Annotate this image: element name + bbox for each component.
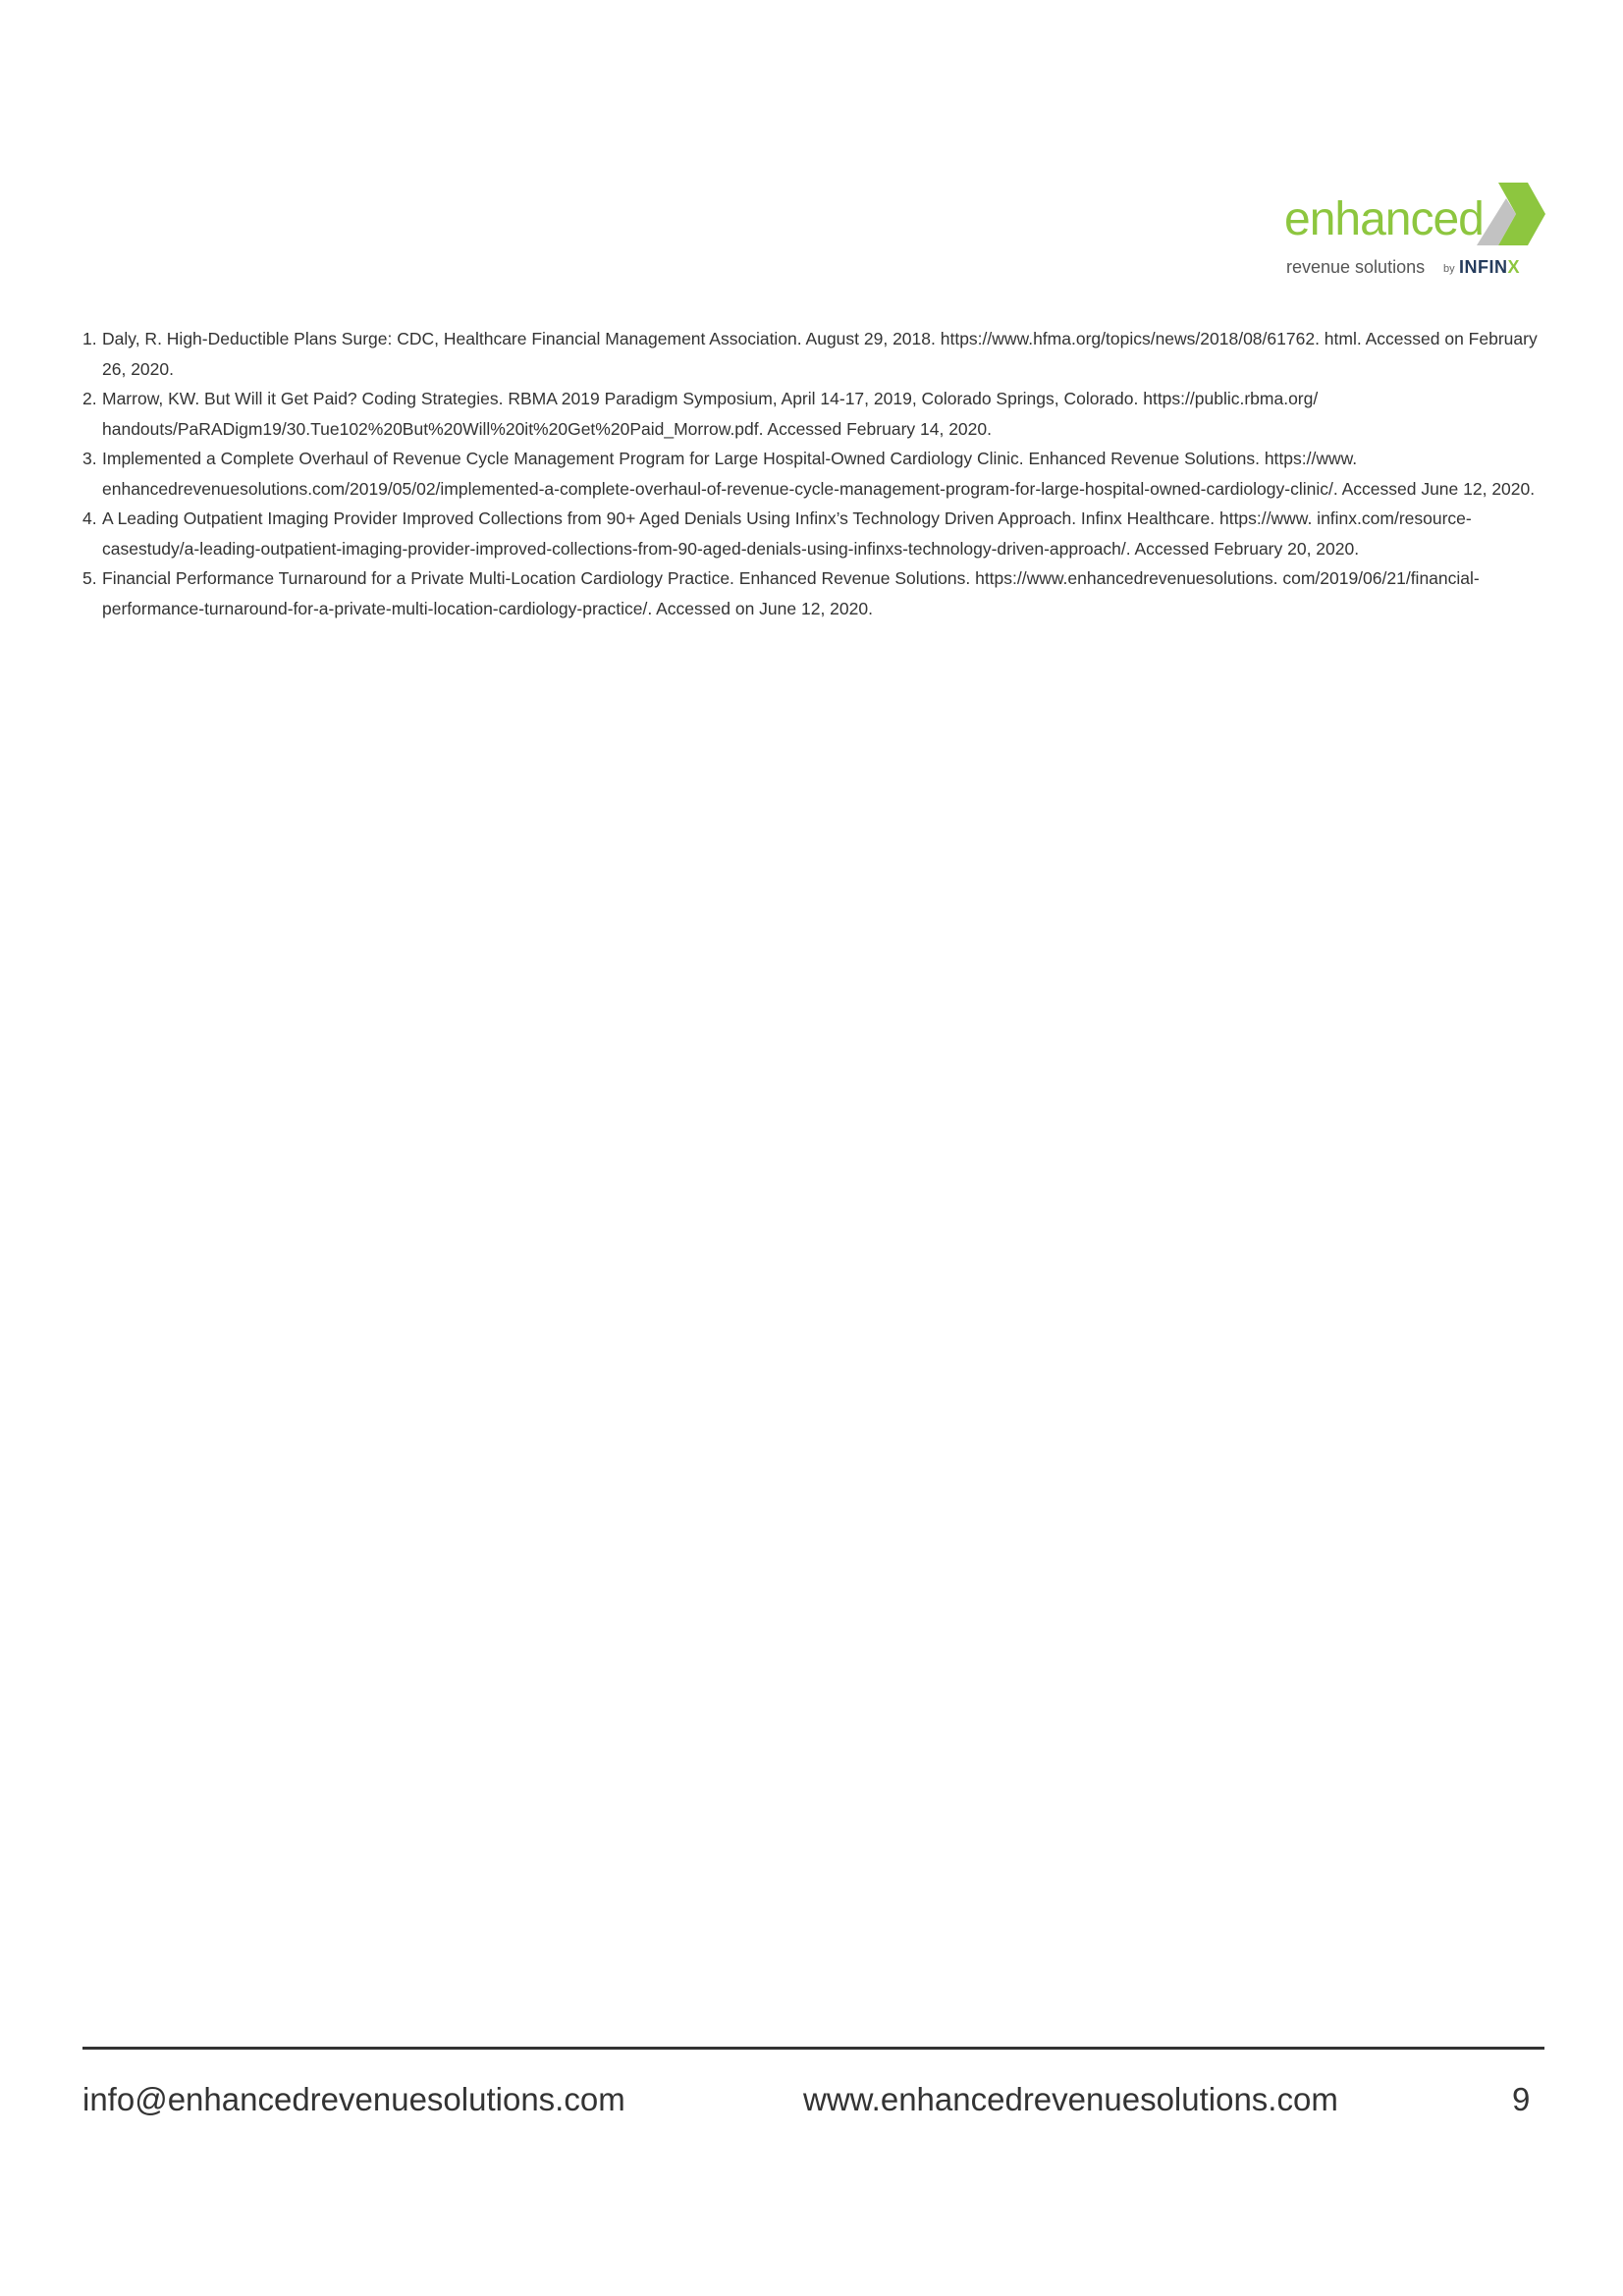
- reference-text: Marrow, KW. But Will it Get Paid? Coding Strategies. RBMA 2019 Paradigm Symposium, April 14-17, 2019, Colorado Springs, Colorado. https://public.rbma.org/ handouts/PaRADigm19/30.Tue102%20But%20Will%20it%20Get%20Paid_Morrow.pdf. Accessed February 14, 2020.: [102, 389, 1319, 439]
- reference-number: 1.: [82, 329, 97, 348]
- footer-email: info@enhancedrevenuesolutions.com: [82, 2081, 625, 2117]
- logo-brand-main: INFIN: [1459, 257, 1508, 277]
- references-list: [82, 324, 1555, 623]
- reference-number: 4.: [82, 508, 97, 528]
- reference-number: 5.: [82, 568, 97, 588]
- reference-text: A Leading Outpatient Imaging Provider Improved Collections from 90+ Aged Denials Using Infinx’s Technology Driven Approach. Infinx Healthcare. https://www. infinx.com/resource-casestudy/a-leading-outpatient-imaging-provider-improved-collections-from-90-aged-denials-using-infinxs-technology-driven-approach/. Accessed February 20, 2020.: [102, 508, 1472, 559]
- reference-item: [82, 444, 1555, 504]
- reference-number: 2.: [82, 389, 97, 408]
- reference-text: Implemented a Complete Overhaul of Revenue Cycle Management Program for Large Hospital-Owned Cardiology Clinic. Enhanced Revenue Solutions. https://www. enhancedrevenuesolutions.com/2019/05/02/implemented-a-complete-overhaul-of-revenue-cycle-management-program-for-large-hospital-owned-cardiology-clinic/. Accessed June 12, 2020.: [102, 449, 1536, 499]
- reference-text: Daly, R. High-Deductible Plans Surge: CDC, Healthcare Financial Management Association. August 29, 2018. https://www.hfma.org/topics/news/2018/08/61762. html. Accessed on February 26, 2020.: [102, 329, 1538, 379]
- footer-website: www.enhancedrevenuesolutions.com: [803, 2081, 1338, 2117]
- reference-item: [82, 324, 1555, 384]
- chevron-logo-icon: [1477, 183, 1545, 245]
- reference-number: 3.: [82, 449, 97, 468]
- reference-item: [82, 504, 1555, 563]
- page-number: 9: [1512, 2081, 1531, 2117]
- company-logo: [1276, 179, 1551, 287]
- reference-item: [82, 563, 1555, 623]
- logo-subtitle: revenue solutions: [1286, 257, 1426, 277]
- reference-item: [82, 384, 1555, 444]
- logo-brand-x: X: [1507, 257, 1521, 277]
- logo-by: by: [1443, 263, 1455, 275]
- logo-brand: [1459, 257, 1520, 278]
- footer-divider: [82, 2047, 1544, 2050]
- reference-text: Financial Performance Turnaround for a Private Multi-Location Cardiology Practice. Enhanced Revenue Solutions. https://www.enhancedrevenuesolutions. com/2019/06/21/financial-performance-turnaround-for-a-private-multi-location-cardiology-practice/. Accessed on June 12, 2020.: [102, 568, 1480, 618]
- logo-wordmark: enhanced: [1284, 193, 1484, 245]
